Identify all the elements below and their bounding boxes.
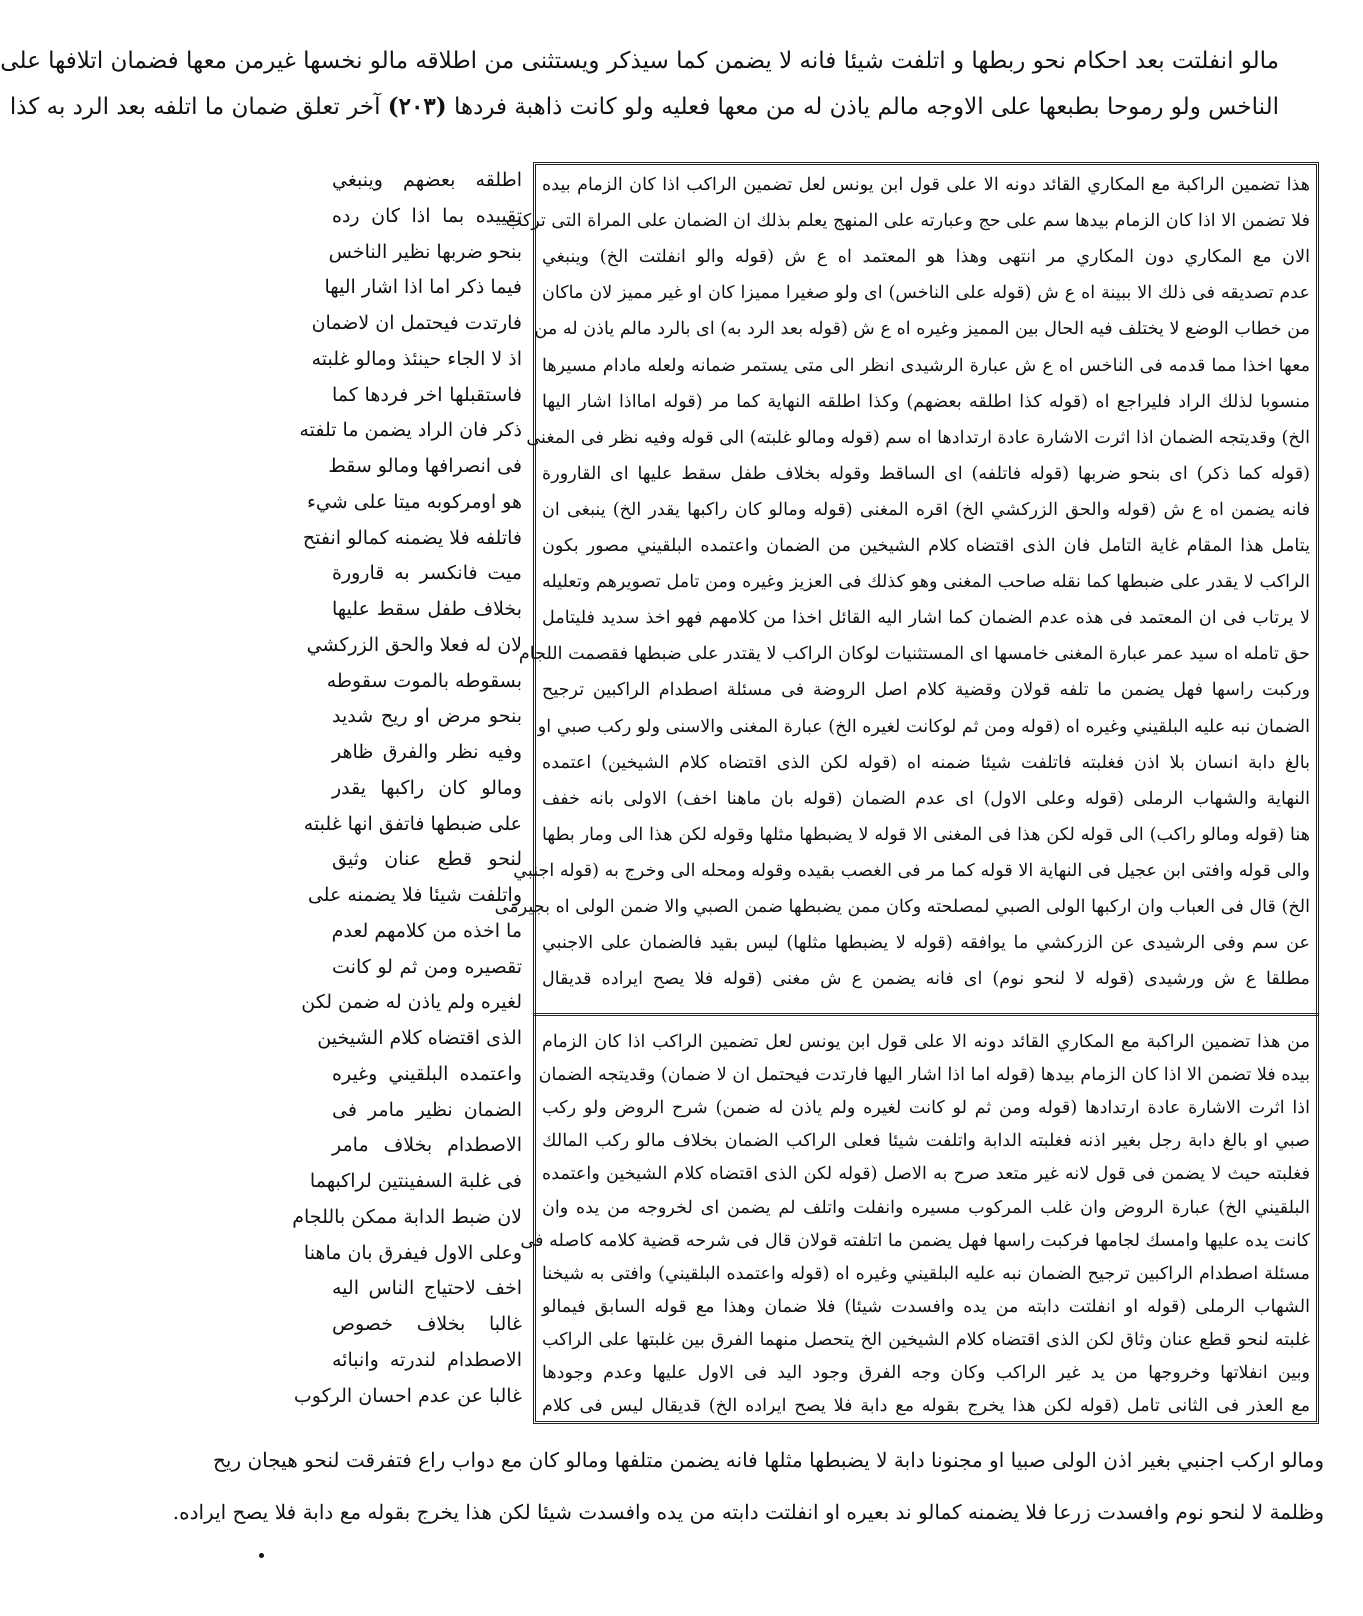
lower-commentary-line: صبي او بالغ دابة رجل بغير اذنه فغلبته الدابة واتلفت شيئا فعلى الراكب الضمان بخلاف مالو ركب المالك (542, 1131, 1310, 1152)
side-column-line: لان له فعلا والحق الزركشي (306, 633, 522, 656)
side-column-line: ميت فانكسر به قارورة (332, 562, 522, 585)
upper-commentary-line: الراكب لا يقدر على ضبطها كما نقله صاحب المغنى وهو كذلك فى العزيز وغيره ومن تامل تصويرهم وتعليله (542, 572, 1310, 593)
upper-commentary-line: (قوله كما ذكر) اى بنحو ضربها (قوله فاتلفه) اى الساقط وقوله بخلاف طفل سقط عليها اى القارورة (542, 463, 1310, 484)
upper-commentary-line: النهاية والشهاب الرملى (قوله وعلى الاول) اى عدم الضمان (قوله بان ماهنا اخف) الاولى بانه خفف (542, 788, 1310, 809)
margin-dot (259, 1553, 264, 1558)
side-column-line: غالبا بخلاف خصوص (332, 1313, 522, 1335)
upper-commentary-line: الضمان نبه عليه البلقيني وغيره اه (قوله ومن ثم لوكانت لغيره الخ) عبارة المغنى والاسنى ولو ركب صبي او (537, 716, 1310, 737)
side-column-line: لنحو قطع عنان وثيق (332, 848, 522, 871)
lower-commentary-line: مع العذر فى الثانى تامل (قوله لكن هذا يخرج بقوله مع دابة فلا يصح ايراده الخ) قديقال ليس فى كلام (542, 1396, 1310, 1417)
side-column-line: اذ لا الجاء حينئذ ومالو غلبته (311, 347, 522, 370)
upper-commentary-line: وركبت راسها فهل يضمن ما تلفه قولان وقضية كلام اصل الروضة فى مسئلة اصطدام الراكبين ترجيح (542, 680, 1310, 701)
lower-commentary-line: كانت يده عليها وامسك لجامها فركبت راسها فهل يضمن ما اتلفته قولان قال فى شرحه قضية كلامه كاصله فى (520, 1230, 1310, 1251)
side-column-line: فيما ذكر اما اذا اشار اليها (324, 276, 522, 299)
upper-commentary-line: هذا تضمين الراكبة مع المكاري القائد دونه الا على قول ابن يونس لعل تضمين الراكب اذا كان الزمام بيده (542, 175, 1310, 195)
lower-commentary-line: مسئلة اصطدام الراكبين ترجيح الضمان نبه عليه البلقيني وغيره اه (قوله واعتمده البلقيني) وافتى به شيخنا (542, 1263, 1310, 1284)
lower-commentary-line: الشهاب الرملى (قوله او انفلتت دابته من يده وافسدت شيئا) فلا ضمان وهذا مع قوله السابق فيمالو (542, 1296, 1310, 1317)
lower-commentary-line: البلقيني الخ) عبارة الروض وان غلب المركوب مسيره وانفلت واتلف لم يضمن اى لخروجه من يده وان (542, 1197, 1310, 1218)
side-column-line: اطلقه بعضهم وينبغي (332, 169, 522, 191)
side-column-line: فاستقبلها اخر فردها كما (332, 383, 522, 406)
upper-commentary-line: منسوبا لذلك الراد فليراجع اه (قوله كذا اطلقه بعضهم) وكذا اطلقه النهاية كما مر (قوله امااذا اشار اليها (542, 391, 1310, 412)
upper-commentary-line: الان مع المكاري دون المكاري مر انتهى وهذا هو المعتمد اه ع ش (قوله والو انفلتت الخ) وينبغي (542, 247, 1310, 268)
upper-commentary-line: فانه يضمن اه ع ش (قوله والحق الزركشي الخ) اقره المغنى (قوله ومالو كان راكبها يقدر الخ) ينبغى ان (542, 499, 1310, 520)
side-column-line: فى غلبة السفينتين لراكبهما (309, 1170, 522, 1192)
side-column-line: غالبا عن عدم احسان الركوب (293, 1384, 522, 1407)
side-column-line: وعلى الاول فيفرق بان ماهنا (303, 1241, 522, 1264)
side-column-line: بنحو مرض او ريح شديد (332, 705, 522, 728)
side-column-line: هو اومركوبه ميتا على شيء (306, 490, 522, 513)
footer-line-2: وظلمة لا لنحو نوم وافسدت زرعا فلا يضمنه كمالو ند بعيره او انفلتت دابته من يده وافسدت شيئا لكن هذا يخرج بقوله مع دابة فلا يصح ايراده. (172, 1500, 1324, 1524)
upper-commentary-line: من خطاب الوضع لا يختلف فيه الحال بين المميز وغيره اه ع ش (قوله بعد الرد به) اى بالرد مالم ياذن له من (534, 319, 1310, 340)
upper-commentary-line: الخ) قال فى العباب وان اركبها الولى الصبي لمصلحته وكان ممن يضبطها ضمن الصبي والا ضمن الولى اه بجيرمى (494, 897, 1310, 917)
upper-commentary-line: فلا تضمن الا اذا كان الزمام بيدها سم على حج وعبارته على المنهج يعلم بذلك ان الضمان على المراة التى تركب (505, 211, 1310, 232)
side-column-line: ذكر فان الراد يضمن ما تلفته (299, 419, 522, 442)
upper-commentary-line: هنا (قوله ومالو راكب) الى قوله لكن هذا فى المغنى الا قوله لا يضبطها مثلها وقوله لكن هذا الى ومار بطها (542, 824, 1310, 845)
upper-commentary-line: بالغ دابة انسان بلا اذن فغلبته فاتلفت شيئا ضمنه اه (قوله لكن الذى اقتضاه كلام الشيخين) اعتمده (542, 752, 1310, 773)
lower-commentary-line: بيده فلا تضمن الا اذا كان الزمام بيدها (قوله اما اذا اشار اليها فارتدت فيحتمل ان لا ضمان) وقديتجه الضمان (538, 1065, 1310, 1086)
lower-commentary-line: اذا اثرت الاشارة عادة ارتدادها (قوله ومن ثم لو كانت لغيره ولم ياذن له ضمن) شرح الروض ولو ركب (542, 1098, 1310, 1119)
side-column-line: الضمان نظير مامر فى (332, 1098, 522, 1121)
side-column-line: واتلفت شيئا فلا يضمنه على (307, 884, 522, 906)
lower-commentary-line: وبين انفلاتها وخروجها من يد غير الراكب وكان وجه الفرق وجود اليد فى الاول عليها وعدم وجودها (542, 1363, 1310, 1383)
side-column-line: تقصيره ومن ثم لو كانت (332, 955, 522, 978)
footer-line-1: ومالو اركب اجنبي بغير اذن الولى صبيا او مجنونا دابة لا يضبطها مثلها فانه يضمن متلفها ومالو كان مع دواب راع فتفرقت لنحو هيجان ريح (212, 1448, 1324, 1472)
side-column-line: تقييده بما اذا كان رده (332, 204, 522, 227)
side-column-line: على ضبطها فاتفق انها غلبته (303, 812, 522, 835)
lower-commentary-line: من هذا تضمين الراكبة مع المكاري القائد دونه الا على قول ابن يونس لعل تضمين الراكب اذا كان الزمام (542, 1032, 1310, 1052)
side-column-line: ما اخذه من كلامهم لعدم (331, 919, 522, 942)
side-column-line: فاتلفه فلا يضمنه كمالو انفتح (302, 526, 522, 549)
commentary-divider (533, 1013, 1319, 1016)
side-column-line: فارتدت فيحتمل ان لاضمان (311, 312, 522, 334)
upper-commentary-line: لا يرتاب فى ان المعتمد فى هذه عدم الضمان كما اشار اليه القائل اخذا من كلامهم فهو اخذ سديد فليتامل (542, 608, 1310, 629)
page-number: (٢٠٣) (387, 93, 447, 120)
side-column-line: لان ضبط الدابة ممكن باللجام (292, 1205, 522, 1228)
side-column-line: واعتمده البلقيني وغيره (332, 1062, 522, 1085)
side-column-line: الاصطدام بخلاف مامر (332, 1134, 522, 1157)
side-column-line: الاصطدام لندرته وانبائه (332, 1348, 522, 1371)
side-column-line: لغيره ولم ياذن له ضمن لكن (301, 991, 522, 1014)
side-column-line: بخلاف طفل سقط عليها (332, 598, 522, 620)
header-line-2-text: الناخس ولو رموحا بطبعها على الاوجه مالم ياذن له من معها فعليه ولو كانت ذاهبة فردها (453, 94, 1279, 120)
lower-commentary-line: غلبته لنحو قطع عنان وثاق لكن الذى اقتضاه كلام الشيخين الخ يتحصل منهما الفرق بين غلبتها على الراكب (542, 1329, 1310, 1350)
lower-commentary-line: فغلبته حيث لا يضمن فى قول لانه غير متعد صرح به الاصل (قوله لكن الذى اقتضاه كلام الشيخين واعتمده (542, 1164, 1310, 1185)
side-column-line: ومالو كان راكبها يقدر (332, 776, 522, 799)
side-column-line: الذى اقتضاه كلام الشيخين (317, 1027, 522, 1049)
header-line-2-tail: آخر تعلق ضمان ما اتلفه بعد الرد به كذا (9, 94, 381, 120)
upper-commentary-line: عن سم وفى الرشيدى عن الزركشي ما يوافقه (قوله لا يضبطها مثلها) ليس بقيد فالضمان على الاجنبي (542, 933, 1310, 954)
upper-commentary-line: عدم تصديقه فى ذلك الا ببينة اه ع ش (قوله على الناخس) اى ولو صغيرا مميزا كان او غير مميز لان ماكان (542, 283, 1310, 304)
upper-commentary-line: والى قوله وافتى ابن عجيل فى النهاية الا قوله كما مر فى الغصب بقيده وقوله ومحله الى وخرج به (قوله اجنبي (513, 860, 1310, 881)
side-column-line: وفيه نظر والفرق ظاهر (332, 741, 522, 763)
header-line-2 (9, 88, 1279, 126)
upper-commentary-line: معها اخذا مما قدمه فى الناخس اه ع ش عبارة الرشيدى انظر الى متى يستمر ضمانه ولعله مادام مسيرها (542, 355, 1310, 376)
side-column-line: بسقوطه بالموت سقوطه (326, 669, 522, 692)
upper-commentary-line: يتامل هذا المقام غاية التامل فان الذى اقتضاه كلام الشيخين من الضمان واعتمده البلقيني مصور بكون (542, 536, 1310, 556)
header-line-1: مالو انفلتت بعد احكام نحو ربطها و اتلفت شيئا فانه لا يضمن كما سيذكر ويستثنى من اطلاقه مالو نخسها غيرمن معها فضمان اتلافها على (0, 48, 1279, 74)
side-column-line: بنحو ضربها نظير الناخس (328, 240, 522, 263)
upper-commentary-line: مطلقا ع ش ورشيدى (قوله لا لنحو نوم) اى فانه يضمن ع ش مغنى (قوله فلا يصح ايراده قديقال (542, 969, 1310, 990)
upper-commentary-line: الخ) وقديتجه الضمان اذا اثرت الاشارة عادة ارتدادها اه سم (قوله ومالو غلبته) الى قوله وفيه نظر فى المغنى (526, 427, 1310, 448)
side-column-line: فى انصرافها ومالو سقط (328, 455, 522, 477)
upper-commentary-line: حق تامله اه سيد عمر عبارة المغنى خامسها اى المستثنيات لوكان الراكب لا يقتدر على ضبطها فقصمت اللجام (518, 644, 1310, 665)
side-column-line: اخف لاحتياج الناس اليه (332, 1277, 522, 1300)
